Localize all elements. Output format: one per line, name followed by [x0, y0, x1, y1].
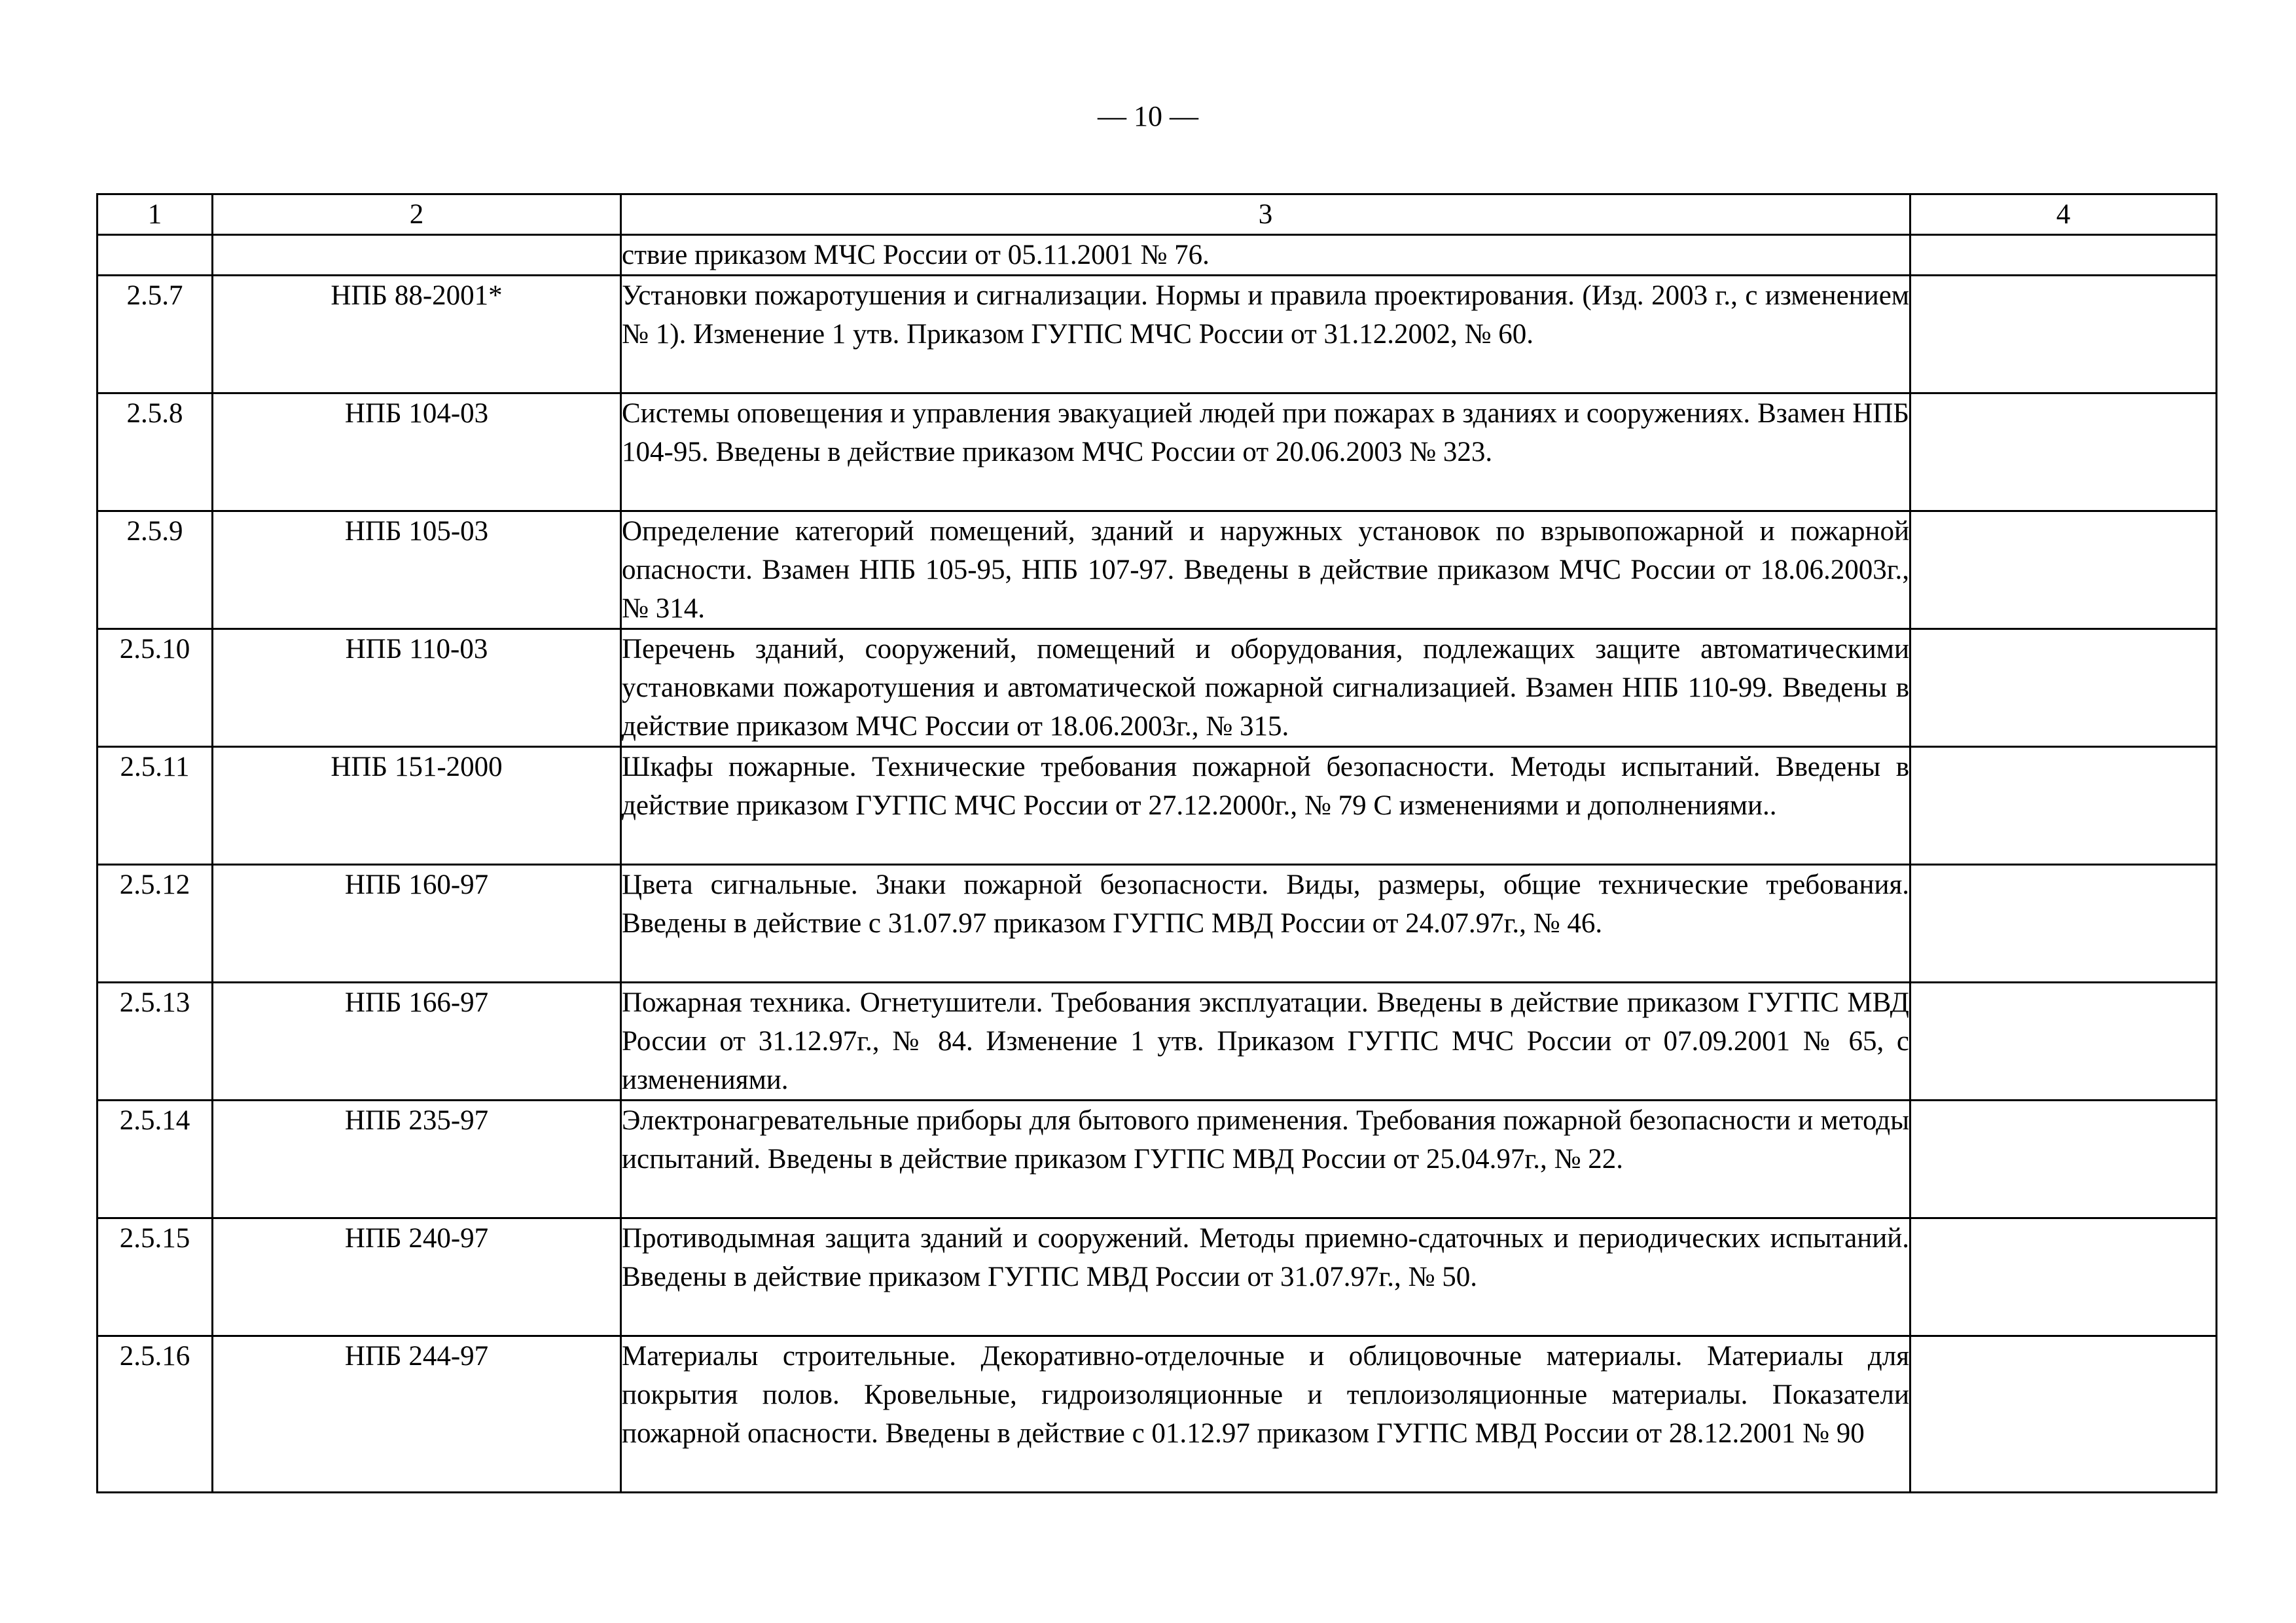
- continuation-text: ствие приказом МЧС России от 05.11.2001 № 76.: [621, 235, 1910, 276]
- table-header-row: [98, 194, 2217, 235]
- document-code: НПБ 240-97: [213, 1218, 621, 1336]
- regulations-table: [96, 193, 2217, 1493]
- row-number: 2.5.14: [98, 1101, 213, 1218]
- continuation-num-cell: [98, 235, 213, 276]
- row-note: [1910, 1218, 2217, 1336]
- row-note: [1910, 629, 2217, 747]
- row-number: 2.5.10: [98, 629, 213, 747]
- column-header-3: 3: [621, 194, 1910, 235]
- row-number: 2.5.8: [98, 393, 213, 511]
- continuation-row: [98, 235, 2217, 276]
- row-number: 2.5.11: [98, 747, 213, 865]
- row-note: [1910, 1101, 2217, 1218]
- table-row: [98, 1336, 2217, 1493]
- column-header-1: 1: [98, 194, 213, 235]
- table-row: [98, 629, 2217, 747]
- row-note: [1910, 511, 2217, 629]
- table-row: [98, 865, 2217, 983]
- row-note: [1910, 865, 2217, 983]
- document-code: НПБ 160-97: [213, 865, 621, 983]
- row-note: [1910, 1336, 2217, 1493]
- document-description: Шкафы пожарные. Технические требования пожарной безопасности. Методы испытаний. Введены в действие приказом ГУГПС МЧС России от 27.12.2000г., № 79 С изменениями и дополнениями..: [621, 747, 1910, 865]
- document-code: НПБ 104-03: [213, 393, 621, 511]
- document-code: НПБ 166-97: [213, 983, 621, 1101]
- document-description: Противодымная защита зданий и сооружений. Методы приемно-сдаточных и периодических испытаний. Введены в действие приказом ГУГПС МВД России от 31.07.97г., № 50.: [621, 1218, 1910, 1336]
- row-note: [1910, 393, 2217, 511]
- table-row: [98, 276, 2217, 393]
- row-number: 2.5.9: [98, 511, 213, 629]
- row-note: [1910, 276, 2217, 393]
- row-note: [1910, 747, 2217, 865]
- document-description: Установки пожаротушения и сигнализации. Нормы и правила проектирования. (Изд. 2003 г., с изменением № 1). Изменение 1 утв. Приказом ГУГПС МЧС России от 31.12.2002, № 60.: [621, 276, 1910, 393]
- continuation-note-cell: [1910, 235, 2217, 276]
- row-number: 2.5.12: [98, 865, 213, 983]
- page-number: — 10 —: [1098, 100, 1198, 132]
- document-description: Перечень зданий, сооружений, помещений и оборудования, подлежащих защите автоматическими установками пожаротушения и автоматической пожарной сигнализацией. Взамен НПБ 110-99. Введены в действие приказом МЧС России от 18.06.2003г., № 315.: [621, 629, 1910, 747]
- row-number: 2.5.7: [98, 276, 213, 393]
- document-code: НПБ 151-2000: [213, 747, 621, 865]
- document-description: Электронагревательные приборы для бытового применения. Требования пожарной безопасности и методы испытаний. Введены в действие приказом ГУГПС МВД России от 25.04.97г., № 22.: [621, 1101, 1910, 1218]
- column-header-4: 4: [1910, 194, 2217, 235]
- document-code: НПБ 105-03: [213, 511, 621, 629]
- table-row: [98, 747, 2217, 865]
- column-header-2: 2: [213, 194, 621, 235]
- document-description: Определение категорий помещений, зданий и наружных установок по взрывопожарной и пожарной опасности. Взамен НПБ 105-95, НПБ 107-97. Введены в действие приказом МЧС России от 18.06.2003г., № 314.: [621, 511, 1910, 629]
- document-code: НПБ 88-2001*: [213, 276, 621, 393]
- document-description: Системы оповещения и управления эвакуацией людей при пожарах в зданиях и сооружениях. Взамен НПБ 104-95. Введены в действие приказом МЧС России от 20.06.2003 № 323.: [621, 393, 1910, 511]
- row-note: [1910, 983, 2217, 1101]
- row-number: 2.5.15: [98, 1218, 213, 1336]
- document-description: Материалы строительные. Декоративно-отделочные и облицовочные материалы. Материалы для покрытия полов. Кровельные, гидроизоляционные и теплоизоляционные материалы. Показатели пожарной опасности. Введены в действие с 01.12.97 приказом ГУГПС МВД России от 28.12.2001 № 90: [621, 1336, 1910, 1493]
- continuation-code-cell: [213, 235, 621, 276]
- document-code: НПБ 244-97: [213, 1336, 621, 1493]
- table-row: [98, 393, 2217, 511]
- document-code: НПБ 235-97: [213, 1101, 621, 1218]
- document-description: Цвета сигнальные. Знаки пожарной безопасности. Виды, размеры, общие технические требования. Введены в действие с 31.07.97 приказом ГУГПС МВД России от 24.07.97г., № 46.: [621, 865, 1910, 983]
- table-row: [98, 511, 2217, 629]
- table-row: [98, 983, 2217, 1101]
- document-description: Пожарная техника. Огнетушители. Требования эксплуатации. Введены в действие приказом ГУГПС МВД России от 31.12.97г., № 84. Изменение 1 утв. Приказом ГУГПС МЧС России от 07.09.2001 № 65, с изменениями.: [621, 983, 1910, 1101]
- document-code: НПБ 110-03: [213, 629, 621, 747]
- table-row: [98, 1218, 2217, 1336]
- table-row: [98, 1101, 2217, 1218]
- row-number: 2.5.16: [98, 1336, 213, 1493]
- row-number: 2.5.13: [98, 983, 213, 1101]
